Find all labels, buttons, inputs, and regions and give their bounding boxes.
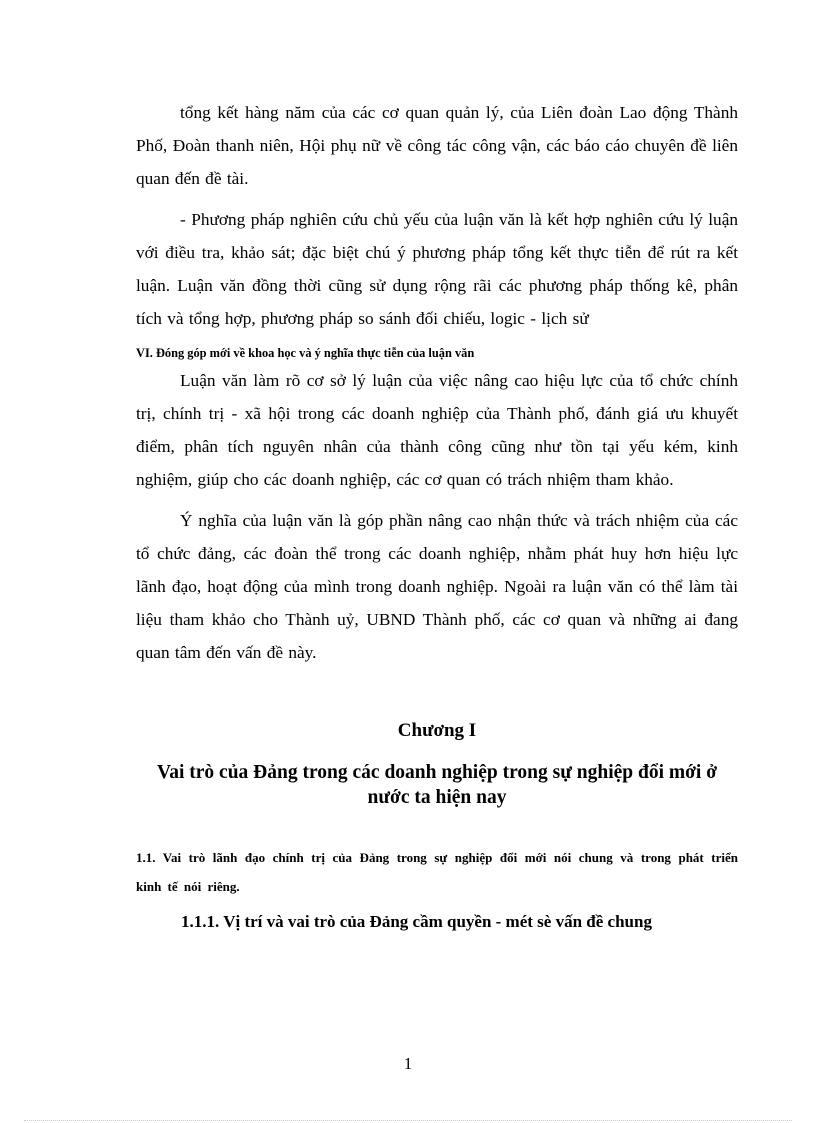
- page-number: 1: [403, 1054, 413, 1073]
- paragraph-methods: - Phương pháp nghiên cứu chủ yếu của luận văn là kết hợp nghiên cứu lý luận với điều tra, khảo sát; đặc biệt chú ý phương pháp tổng kết thực tiễn để rút ra kết luận. Luận văn đồng thời cũng sử dụng rộng rãi các phương pháp thống kê, phân tích và tổng hợp, phương pháp so sánh đối chiếu, logic - lịch sử: [136, 210, 738, 328]
- page-bottom-divider: [24, 1120, 792, 1121]
- chapter-number: Chương I: [397, 720, 477, 741]
- subsection-heading-1-1-1: 1.1.1. Vị trí và vai trò của Đảng cầm quyền - mét sè vấn đề chung: [181, 912, 652, 931]
- page-content: [136, 96, 738, 933]
- paragraph-significance: Ý nghĩa của luận văn là góp phần nâng cao nhận thức và trách nhiệm của các tổ chức đảng, các đoàn thể trong các doanh nghiệp, nhằm phát huy hơn hiệu lực lãnh đạo, hoạt động của mình trong doanh nghiệp. Ngoài ra luận văn có thể làm tài liệu tham khảo cho Thành uỷ, UBND Thành phố, các cơ quan và những ai đang quan tâm đến vấn đề này.: [136, 511, 738, 662]
- paragraph-contribution: Luận văn làm rõ cơ sở lý luận của việc nâng cao hiệu lực của tổ chức chính trị, chính trị - xã hội trong các doanh nghiệp của Thành phố, đánh giá ưu khuyết điểm, phân tích nguyên nhân của thành công cũng như tồn tại yếu kém, kinh nghiệm, giúp cho các doanh nghiệp, các cơ quan có trách nhiệm tham khảo.: [136, 371, 738, 489]
- chapter-title: Vai trò của Đảng trong các doanh nghiệp trong sự nghiệp đổi mới ở nước ta hiện nay: [156, 762, 718, 808]
- subsection-heading-1-1: 1.1. Vai trò lãnh đạo chính trị của Đảng trong sự nghiệp đổi mới nói chung và trong phát triển kinh tế nói riêng.: [136, 850, 738, 894]
- section-heading-vi: VI. Đóng góp mới về khoa học và ý nghĩa thực tiễn của luận văn: [136, 346, 475, 360]
- paragraph-sources: tổng kết hàng năm của các cơ quan quản lý, của Liên đoàn Lao động Thành Phố, Đoàn thanh niên, Hội phụ nữ về công tác công vận, các báo cáo chuyên đề liên quan đến đề tài.: [136, 103, 738, 188]
